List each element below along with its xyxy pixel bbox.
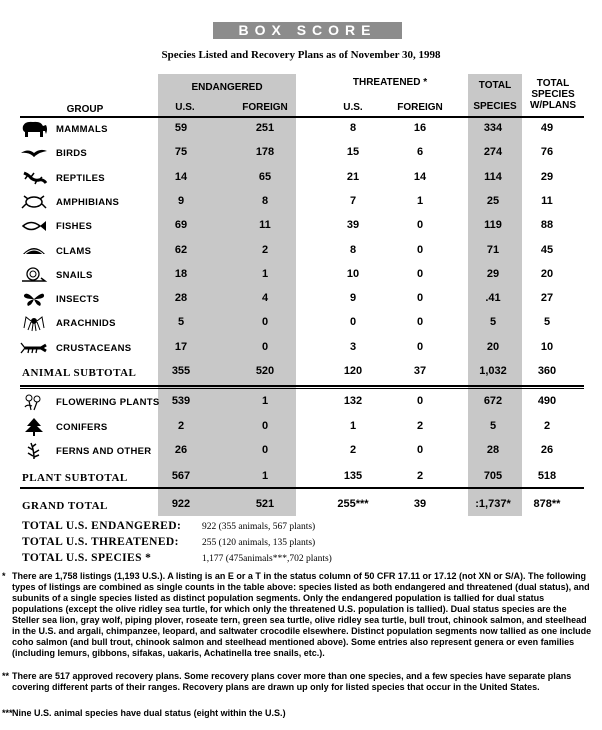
row-value: 21 — [346, 170, 360, 183]
total-species-header: TOTAL SPECIES — [473, 80, 517, 112]
threatened-foreign-header: FOREIGN — [397, 102, 443, 113]
row-value: 65 — [258, 170, 272, 183]
row-value: 878** — [533, 498, 561, 510]
row-value: 114 — [484, 170, 502, 183]
row-value: 2 — [416, 470, 424, 482]
row-value: 69 — [174, 219, 188, 232]
butterfly-icon — [19, 290, 49, 308]
table-row — [0, 117, 602, 141]
row-value: 71 — [486, 243, 500, 256]
row-value: 0 — [416, 292, 424, 305]
row-value: 251 — [255, 122, 275, 134]
row-value: 178 — [255, 146, 275, 159]
box-score-banner: BOX SCORE — [213, 22, 402, 39]
row-value: 1 — [261, 267, 269, 280]
flower-icon — [19, 393, 49, 411]
row-value: 11 — [259, 219, 271, 232]
row-value: 518 — [537, 470, 557, 482]
row-value: 0 — [261, 419, 269, 432]
row-value: 9 — [177, 194, 185, 207]
row-value: 62 — [174, 243, 188, 256]
row-label: PLANT SUBTOTAL — [22, 472, 128, 484]
row-value: 1 — [261, 470, 269, 482]
table-row — [0, 166, 602, 190]
row-value: 28 — [486, 444, 500, 456]
frog-icon — [19, 193, 49, 211]
row-value: 88 — [540, 219, 554, 232]
row-value: 29 — [486, 267, 500, 280]
endangered-us-header: U.S. — [175, 102, 195, 113]
row-value: 119 — [484, 219, 502, 232]
row-value: 490 — [537, 395, 557, 407]
row-value: 37 — [413, 365, 427, 377]
table-row — [0, 439, 602, 463]
row-value: 5 — [543, 316, 551, 329]
row-value: .41 — [485, 292, 501, 305]
row-label: INSECTS — [56, 294, 100, 306]
row-label: SNAILS — [56, 269, 93, 281]
threatened-header: THREATENED * — [352, 77, 428, 88]
row-value: 0 — [416, 395, 424, 407]
row-value: 360 — [537, 365, 557, 377]
row-value: 2 — [349, 444, 357, 456]
group-header: GROUP — [66, 104, 104, 115]
row-value: 39 — [346, 219, 360, 232]
row-value: 29 — [540, 170, 554, 183]
row-value: 274 — [483, 146, 503, 159]
row-value: 10 — [540, 340, 554, 353]
row-value: 59 — [174, 122, 188, 134]
row-value: 7 — [349, 194, 357, 207]
row-value: 0 — [261, 444, 269, 456]
row-value: 39 — [413, 498, 427, 510]
row-value: 5 — [489, 316, 497, 329]
plant-section-rule — [20, 388, 584, 389]
table-row — [0, 415, 602, 439]
row-label: MAMMALS — [56, 124, 108, 135]
row-value: 2 — [543, 419, 551, 432]
footnote-dual-status: *** Nine U.S. animal species have dual status (eight within the U.S.) — [2, 708, 286, 718]
row-value: 18 — [174, 267, 188, 280]
clam-icon — [19, 242, 49, 260]
row-value: 334 — [483, 122, 503, 134]
row-value: 567 — [171, 470, 191, 482]
row-label: CLAMS — [56, 245, 92, 257]
row-value: 17 — [174, 340, 188, 353]
row-value: 1 — [261, 395, 269, 407]
row-value: 0 — [416, 267, 424, 280]
snail-icon — [19, 266, 49, 284]
row-value: 705 — [483, 470, 503, 482]
row-value: 132 — [343, 395, 363, 407]
row-value: 75 — [174, 146, 188, 159]
row-label: CONIFERS — [56, 421, 108, 433]
row-value: 0 — [416, 316, 424, 329]
table-row — [0, 311, 602, 335]
row-value: 45 — [540, 243, 554, 256]
subtotal-row — [0, 360, 602, 384]
row-value: :1,737* — [475, 498, 511, 510]
row-value: 135 — [343, 470, 363, 482]
row-value: 2 — [177, 419, 185, 432]
row-value: 255*** — [337, 498, 369, 510]
row-value: 0 — [416, 219, 424, 232]
row-value: 1,032 — [479, 365, 507, 377]
table-row — [0, 287, 602, 311]
row-value: 1 — [416, 194, 424, 207]
table-row — [0, 190, 602, 214]
row-value: 120 — [343, 365, 363, 377]
row-value: 20 — [486, 340, 500, 353]
row-label: AMPHIBIANS — [56, 196, 120, 208]
row-label: ARACHNIDS — [56, 318, 116, 330]
row-value: 20 — [540, 267, 554, 280]
total-us-endangered: TOTAL U.S. ENDANGERED: 922 (355 animals, 567 plants) — [22, 520, 316, 532]
endangered-header: ENDANGERED — [191, 82, 263, 93]
row-value: 0 — [261, 316, 269, 329]
row-value: 520 — [255, 365, 275, 377]
subtotal-row — [0, 493, 602, 517]
row-value: 8 — [261, 194, 269, 207]
row-value: 27 — [540, 292, 554, 305]
row-value: 672 — [483, 395, 503, 407]
table-row — [0, 239, 602, 263]
row-value: 0 — [349, 316, 357, 329]
table-row — [0, 141, 602, 165]
row-value: 8 — [349, 243, 357, 256]
elephant-icon — [19, 120, 49, 138]
row-value: 49 — [540, 122, 554, 134]
footnote-listings: * There are 1,758 listings (1,193 U.S.). A listing is an E or a T in the status column of 50 CFR 17.11 or 17.12 (not XN or S/A). The following types of listings are combined as single counts in the table above: species listed as both endangered and threatened (dual status), and subunits of a single species listed as distinct population segments. Only the endangered population is tallied for dual status populations (except the olive ridley sea turtle, for which only the threatened U.S. population is tallied). Dual status species are the Steller sea lion, gray wolf, piping plover, roseate tern, green sea turtle, olive ridley sea turtle, bull trout, chinook salmon, and steelhead in the U.S. and argali, chimpanzee, leopard, and saltwater crocodile elsewhere. Distinct population segments now tallied as one include coho salmon (and bull trout, chinook salmon and steelhead mentioned above). Some entries also represent genera or even families (including lemurs, gibbons, sifakas, uakaris, Achatinella tree snails, etc.). — [2, 571, 592, 658]
row-value: 28 — [174, 292, 188, 305]
row-value: 14 — [413, 170, 427, 183]
row-label: FLOWERING PLANTS — [56, 397, 160, 408]
row-value: 539 — [171, 395, 191, 407]
row-value: 922 — [171, 498, 191, 510]
row-value: 0 — [416, 243, 424, 256]
row-value: 14 — [174, 170, 188, 183]
row-value: 2 — [261, 243, 269, 256]
row-value: 9 — [349, 292, 357, 305]
row-value: 4 — [261, 292, 269, 305]
row-label: ANIMAL SUBTOTAL — [22, 367, 137, 379]
threatened-us-header: U.S. — [343, 102, 363, 113]
row-value: 16 — [413, 122, 427, 134]
fish-icon — [19, 217, 49, 235]
row-value: 6 — [416, 146, 424, 159]
row-value: 5 — [177, 316, 185, 329]
total-us-species: TOTAL U.S. SPECIES * 1,177 (475animals***,702 plants) — [22, 552, 332, 564]
page-subtitle: Species Listed and Recovery Plans as of November 30, 1998 — [161, 49, 441, 61]
total-plans-header: TOTAL SPECIES W/PLANS — [529, 78, 577, 111]
table-row — [0, 214, 602, 238]
row-value: 355 — [171, 365, 191, 377]
row-label: REPTILES — [56, 172, 105, 184]
row-label: CRUSTACEANS — [56, 342, 132, 354]
row-value: 26 — [540, 444, 554, 456]
table-row — [0, 336, 602, 360]
endangered-foreign-header: FOREIGN — [242, 102, 288, 113]
row-value: 0 — [261, 340, 269, 353]
lobster-icon — [19, 339, 49, 357]
footnote-recovery-plans: ** There are 517 approved recovery plans. Some recovery plans cover more than one species, and a few species have separate plans covering different parts of their ranges. Recovery plans are drawn up only for listed species that occur in the United States. — [2, 671, 572, 692]
row-label: FERNS AND OTHER — [56, 446, 152, 457]
row-value: 26 — [174, 444, 188, 456]
lizard-icon — [19, 169, 49, 187]
row-value: 0 — [416, 340, 424, 353]
conifer-icon — [19, 418, 49, 436]
row-value: 3 — [349, 340, 357, 353]
row-value: 0 — [416, 444, 424, 456]
row-value: 8 — [349, 122, 357, 134]
table-row — [0, 390, 602, 414]
row-value: 11 — [541, 194, 553, 207]
row-value: 1 — [349, 419, 357, 432]
animal-subtotal-rule — [20, 385, 584, 387]
row-value: 10 — [346, 267, 360, 280]
table-row — [0, 263, 602, 287]
row-label: BIRDS — [56, 148, 88, 160]
total-us-threatened: TOTAL U.S. THREATENED: 255 (120 animals, 135 plants) — [22, 536, 316, 548]
row-value: 76 — [540, 146, 554, 159]
row-value: 25 — [486, 194, 500, 207]
spider-icon — [19, 314, 49, 332]
row-value: 5 — [489, 419, 497, 432]
fern-icon — [19, 442, 49, 460]
row-label: GRAND TOTAL — [22, 500, 108, 512]
bird-icon — [19, 144, 49, 162]
row-value: 2 — [416, 419, 424, 432]
row-value: 521 — [255, 498, 275, 510]
subtotal-row — [0, 465, 602, 489]
row-label: FISHES — [56, 221, 93, 233]
row-value: 15 — [346, 146, 360, 159]
